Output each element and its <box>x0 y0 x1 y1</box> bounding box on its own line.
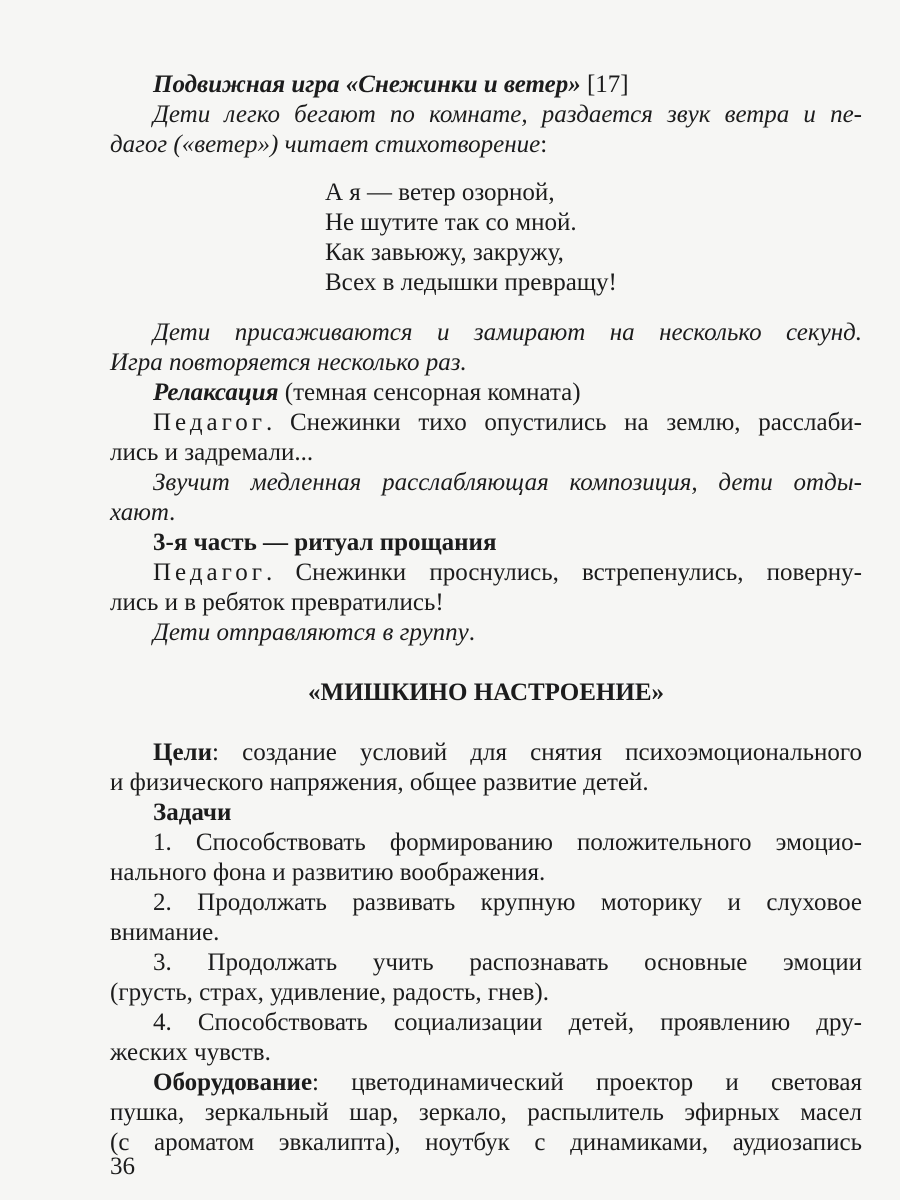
part3-heading: 3-я часть — ритуал прощания <box>153 529 497 556</box>
part3-speaker: Педагог <box>153 559 267 586</box>
relax-heading-note: (темная сенсорная комната) <box>278 379 581 406</box>
goals-line-1-rest: : создание условий для снятия психоэмоционального <box>211 739 862 766</box>
task-2-line-1: 2. Продолжать развивать крупную моторику и слуховое <box>153 889 862 916</box>
game-intro-line-2 <box>110 130 862 160</box>
task-3-line-2: (грусть, страх, удивление, радость, гнев). <box>110 979 549 1006</box>
game-intro-line-2-text: дагог («ветер») читает стихотворение <box>110 131 541 158</box>
equipment-line-1 <box>153 1068 862 1098</box>
relax-stage-line-2-text: хают <box>110 499 169 526</box>
poem-line-1: А я — ветер озорной, <box>325 179 555 206</box>
game-intro-line-1: Дети легко бегают по комнате, раздается звук ветра и пе- <box>153 101 862 128</box>
game-title: Подвижная игра «Снежинки и ветер» <box>153 71 581 98</box>
task-4-line-1: 4. Способствовать социализации детей, проявлению дру- <box>153 1009 862 1036</box>
task-4-line-2: жеских чувств. <box>110 1039 271 1066</box>
part3-line-1-rest: . Снежинки проснулись, встрепенулись, поверну- <box>266 559 862 586</box>
part3-stage-dot: . <box>468 619 476 646</box>
part3-stage: Дети отправляются в группу <box>153 619 469 646</box>
task-1-line-2: нального фона и развитию воображения. <box>110 859 546 886</box>
equipment-line-2: пушка, зеркальный шар, зеркало, распылитель эфирных масел <box>110 1099 862 1126</box>
game-reference: [17] <box>580 71 629 98</box>
section-title: «МИШКИНО НАСТРОЕНИЕ» <box>307 679 664 706</box>
game-after-line-1: Дети присаживаются и замирают на несколько секунд. <box>153 319 862 346</box>
goals-label: Цели <box>153 739 212 766</box>
part3-line-1 <box>153 558 862 588</box>
task-3-line-1: 3. Продолжать учить распознавать основные эмоции <box>153 949 862 976</box>
game-intro-colon: : <box>540 131 548 158</box>
relax-heading-line <box>153 378 862 408</box>
relax-line-1 <box>153 408 862 438</box>
equipment-line-1-rest: : цветодинамический проектор и световая <box>312 1069 862 1096</box>
poem-line-2: Не шутите так со мной. <box>325 209 577 236</box>
relax-speaker: Педагог <box>153 409 267 436</box>
relax-stage-line-1: Звучит медленная расслабляющая композиция, дети отды- <box>153 469 862 496</box>
goals-line-2: и физического напряжения, общее развитие детей. <box>110 769 649 796</box>
relax-line-1-rest: . Снежинки тихо опустились на землю, расслаби- <box>266 409 862 436</box>
game-after-line-2: Игра повторяется несколько раз. <box>110 349 467 376</box>
equipment-line-3: (с ароматом эвкалипта), ноутбук с динамиками, аудиозапись <box>110 1129 862 1156</box>
part3-stage-line <box>153 618 862 648</box>
part3-line-2: лись и в ребяток превратились! <box>110 589 444 616</box>
tasks-label: Задачи <box>153 799 232 826</box>
relax-heading: Релаксация <box>153 379 279 406</box>
relax-line-2: лись и задремали... <box>110 439 314 466</box>
relax-stage-line-2-dot: . <box>168 499 176 526</box>
page-number: 36 <box>110 1153 135 1180</box>
game-title-line <box>153 70 862 100</box>
task-1-line-1: 1. Способствовать формированию положительного эмоцио- <box>153 829 862 856</box>
task-2-line-2: внимание. <box>110 919 220 946</box>
equipment-label: Оборудование <box>153 1069 313 1096</box>
relax-stage-line-2 <box>110 498 862 528</box>
goals-line-1 <box>153 738 862 768</box>
poem-line-4: Всех в ледышки превращу! <box>325 269 617 296</box>
poem-line-3: Как завьюжу, закружу, <box>325 239 564 266</box>
